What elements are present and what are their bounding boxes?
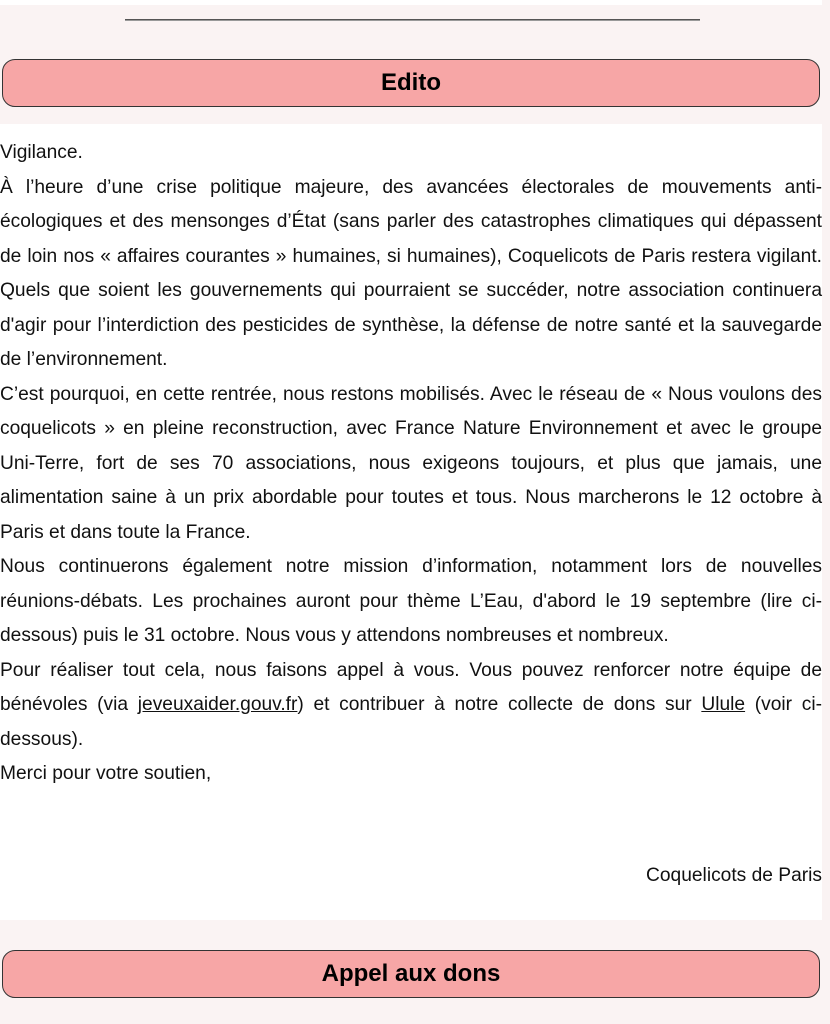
top-panel [0, 0, 822, 5]
edito-paragraph: Merci pour votre soutien, [0, 763, 212, 784]
section-title-edito: Edito [381, 69, 441, 96]
edito-paragraph: C’est pourquoi, en cette rentrée, nous restons mobilisés. Avec le réseau de « Nous voulons des coquelicots » en pleine reconstruction, avec France Nature Environnement et avec le groupe Uni-Terre, fort de ses 70 associations, nous exigeons toujours, et plus que jamais, une alimentation saine à un prix abordable pour toutes et tous. Nous marcherons le 12 octobre à Paris et dans toute la France. [0, 383, 822, 543]
text-segment: (voir ci-dessous). [0, 694, 822, 750]
horizontal-divider [125, 19, 700, 21]
section-header-dons [2, 950, 820, 998]
edito-article [0, 136, 822, 792]
text-segment: Pour réaliser tout cela, nous faisons appel à vous. Vous pouvez renforcer notre équipe de bénévoles (via [0, 659, 822, 715]
ulule-link[interactable]: Ulule [701, 694, 746, 715]
jeveuxaider-link[interactable]: jeveuxaider.gouv.fr [137, 694, 298, 715]
edito-paragraph: Nous continuerons également notre mission d’information, notamment lors de nouvelles réunions-débats. Les prochaines auront pour thème L’Eau, d'abord le 19 septembre (lire ci-dessous) puis le 31 octobre. Nous vous y attendons nombreuses et nombreux. [0, 556, 822, 646]
edito-paragraph-donations [0, 654, 822, 758]
text-segment: ) et contribuer à notre collecte de dons sur [297, 694, 702, 715]
section-header-edito [2, 59, 820, 107]
edito-paragraph: Vigilance. [0, 142, 83, 163]
section-title-dons: Appel aux dons [321, 960, 501, 987]
edito-signature: Coquelicots de Paris [646, 865, 822, 886]
edito-paragraph: À l’heure d’une crise politique majeure, des avancées électorales de mouvements anti-écologiques et des mensonges d’État (sans parler des catastrophes climatiques qui dépassent de loin nos « affaires courantes » humaines, si humaines), Coquelicots de Paris restera vigilant. Quels que soient les gouvernements qui pourraient se succéder, notre association continuera d'agir pour l’interdiction des pesticides de synthèse, la défense de notre santé et la sauvegarde de l’environnement. [0, 176, 822, 370]
